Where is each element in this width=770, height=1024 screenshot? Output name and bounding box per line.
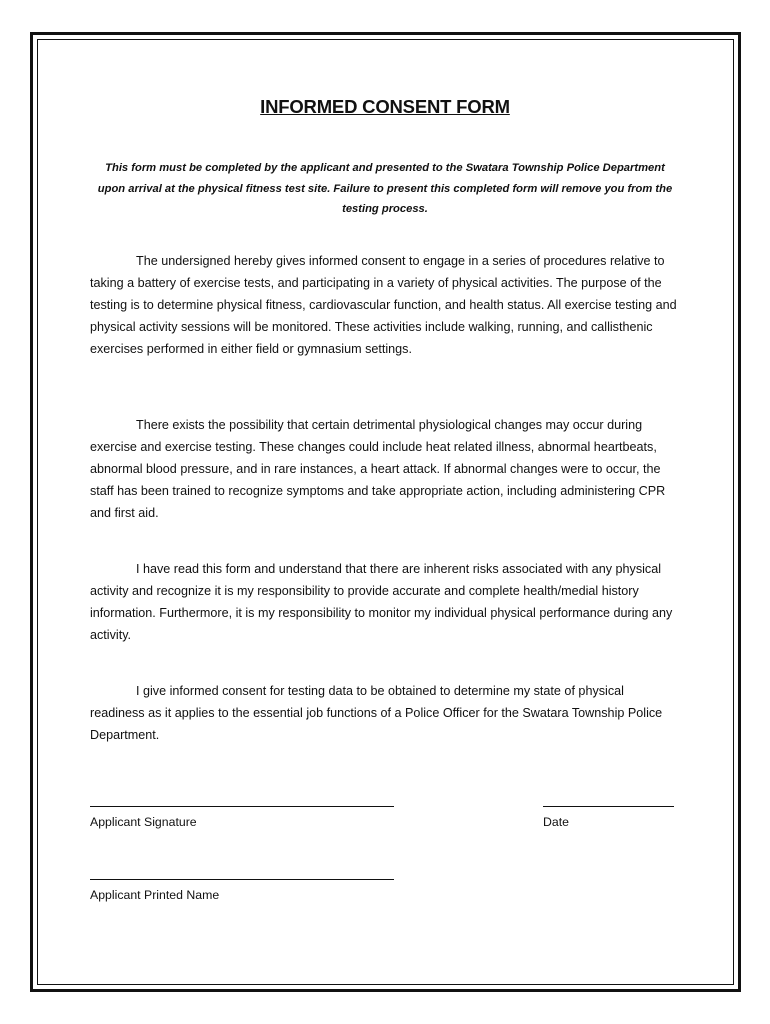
form-notice: This form must be completed by the applicant and presented to the Swatara Township Police Department upon arrival at the physical fitness test site. Failure to present this completed form will remove you from the testing process.	[97, 162, 673, 215]
signature-line[interactable]	[90, 806, 394, 807]
printed-name-label: Applicant Printed Name	[90, 888, 220, 902]
responsibility-paragraph: I have read this form and understand that there are inherent risks associated with any physical activity and recognize it is my responsibility to provide accurate and complete health/medial history information. Furthermore, it is my responsibility to monitor my individual physical performance during any activity.	[90, 562, 673, 642]
form-title: INFORMED CONSENT FORM	[260, 96, 510, 117]
date-label: Date	[543, 815, 569, 829]
printed-name-line[interactable]	[90, 879, 394, 880]
signature-label: Applicant Signature	[90, 815, 197, 829]
risk-paragraph: There exists the possibility that certain detrimental physiological changes may occur during exercise and exercise testing. These changes could include heat related illness, abnormal heartbeats, abnormal blood pressure, and in rare instances, a heart attack. If abnormal changes were to occur, the staff has been trained to recognize symptoms and take appropriate action, including administering CPR and first aid.	[90, 418, 666, 520]
consent-paragraph: The undersigned hereby gives informed consent to engage in a series of procedures relative to taking a battery of exercise tests, and participating in a variety of physical activities. The purpose of the testing is to determine physical fitness, cardiovascular function, and health status. All exercise testing and physical activity sessions will be monitored. These activities include walking, running, and callisthenic exercises performed in either field or gymnasium settings.	[90, 254, 677, 356]
date-line[interactable]	[543, 806, 674, 807]
data-consent-paragraph: I give informed consent for testing data to be obtained to determine my state of physical readiness as it applies to the essential job functions of a Police Officer for the Swatara Township Police Department.	[90, 684, 663, 742]
